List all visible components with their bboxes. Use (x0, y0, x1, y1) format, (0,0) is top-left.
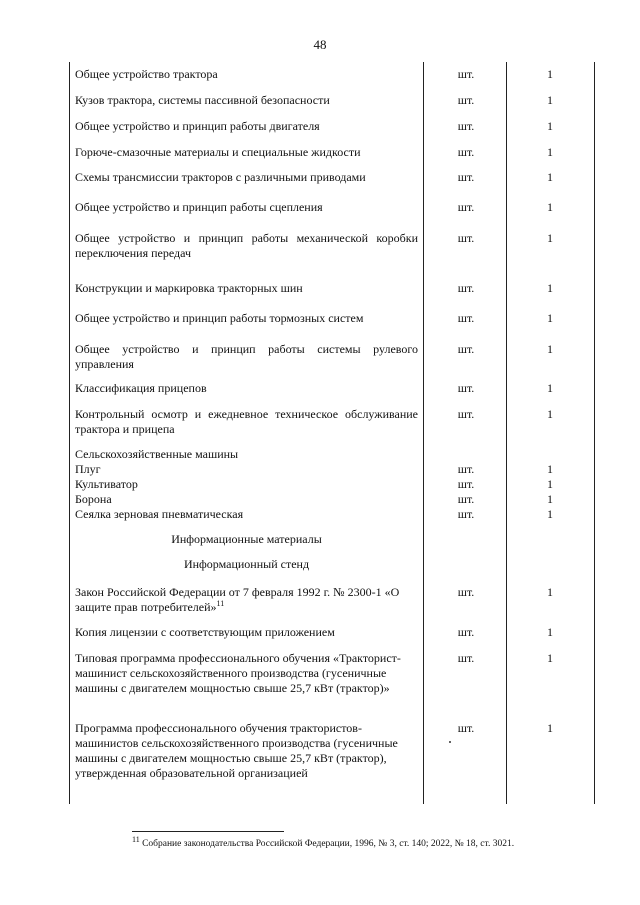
info-subheading: Информационный стенд (183, 557, 310, 571)
row-unit: шт. (457, 281, 475, 295)
row-unit: шт. (457, 145, 475, 159)
row-qty: 1 (547, 231, 553, 245)
row-name: Типовая программа профессионального обучения «Тракторист-машинист сельскохозяйственного производства (гусеничные машины с двигателем мощностью свыше 25,7 кВт (трактор)» (75, 651, 401, 695)
row-name: Общее устройство и принцип работы сцепления (75, 200, 323, 214)
row-unit: шт. (457, 492, 475, 506)
row-unit: шт. (457, 342, 475, 356)
row-unit: шт. (457, 462, 475, 476)
footnote-text: Собрание законодательства Российской Федерации, 1996, № 3, ст. 140; 2022, № 18, ст. 3021. (142, 839, 515, 849)
footnote-separator (132, 831, 284, 832)
row-name: Горюче-смазочные материалы и специальные жидкости (75, 145, 361, 159)
row-qty: 1 (547, 67, 553, 81)
row-qty: 1 (547, 119, 553, 133)
row-qty: 1 (547, 477, 553, 491)
row-name: Копия лицензии с соответствующим приложением (75, 625, 335, 639)
footnote (132, 834, 602, 850)
row-qty: 1 (547, 311, 553, 325)
row-qty: 1 (547, 585, 553, 599)
row-qty: 1 (547, 170, 553, 184)
row-unit: шт. (457, 507, 475, 521)
row-name: Борона (75, 492, 112, 506)
row-unit: шт. (457, 231, 475, 245)
row-unit: шт. (457, 477, 475, 491)
row-qty: 1 (547, 145, 553, 159)
row-name: Программа профессионального обучения трактористов-машинистов сельскохозяйственного производства (гусеничные машины с двигателем мощностью свыше 25,7 кВт (трактор), утвержденная образовательной организацией (75, 721, 398, 780)
row-qty: 1 (547, 342, 553, 356)
row-qty: 1 (547, 721, 553, 735)
row-unit: шт. (457, 311, 475, 325)
row-name: Сеялка зерновая пневматическая (75, 507, 244, 521)
row-qty: 1 (547, 625, 553, 639)
row-name: Общее устройство и принцип работы системы рулевого управления (75, 342, 418, 371)
row-name: Общее устройство и принцип работы механической коробки переключения передач (75, 231, 418, 260)
row-name: Схемы трансмиссии тракторов с различными приводами (75, 170, 366, 184)
info-heading: Информационные материалы (171, 532, 322, 546)
stray-mark (449, 741, 451, 743)
row-unit: шт. (457, 721, 475, 735)
row-name: Общее устройство и принцип работы тормозных систем (75, 311, 364, 325)
table-divider-unit-qty (506, 62, 507, 804)
row-unit: шт. (457, 200, 475, 214)
table-border-left (69, 62, 70, 804)
row-name (75, 585, 418, 615)
row-name: Классификация прицепов (75, 381, 207, 395)
row-unit: шт. (457, 119, 475, 133)
machines-title: Сельскохозяйственные машины (75, 447, 239, 461)
page-number: 48 (313, 37, 327, 52)
row-name: Контрольный осмотр и ежедневное техническое обслуживание трактора и прицепа (75, 407, 418, 436)
row-qty: 1 (547, 492, 553, 506)
row-qty: 1 (547, 462, 553, 476)
row-name: Конструкции и маркировка тракторных шин (75, 281, 303, 295)
row-qty: 1 (547, 93, 553, 107)
row-unit: шт. (457, 67, 475, 81)
row-qty: 1 (547, 381, 553, 395)
row-name: Кузов трактора, системы пассивной безопасности (75, 93, 330, 107)
table-divider-name-unit (423, 62, 424, 804)
row-qty: 1 (547, 200, 553, 214)
footnote-ref: 11 (216, 599, 225, 608)
table-border-right (594, 62, 595, 804)
row-unit: шт. (457, 625, 475, 639)
row-unit: шт. (457, 585, 475, 599)
row-qty: 1 (547, 651, 553, 665)
row-name: Плуг (75, 462, 101, 476)
row-name: Культиватор (75, 477, 138, 491)
row-unit: шт. (457, 381, 475, 395)
row-unit: шт. (457, 407, 475, 421)
row-name: Общее устройство трактора (75, 67, 218, 81)
row-qty: 1 (547, 281, 553, 295)
row-unit: шт. (457, 93, 475, 107)
law-title: Закон Российской Федерации от 7 февраля 1992 г. № 2300-1 «О защите прав потребителей» (75, 585, 400, 614)
row-unit: шт. (457, 651, 475, 665)
row-unit: шт. (457, 170, 475, 184)
equipment-table (69, 62, 595, 804)
footnote-number: 11 (132, 834, 140, 844)
row-qty: 1 (547, 507, 553, 521)
row-name: Общее устройство и принцип работы двигателя (75, 119, 320, 133)
row-qty: 1 (547, 407, 553, 421)
